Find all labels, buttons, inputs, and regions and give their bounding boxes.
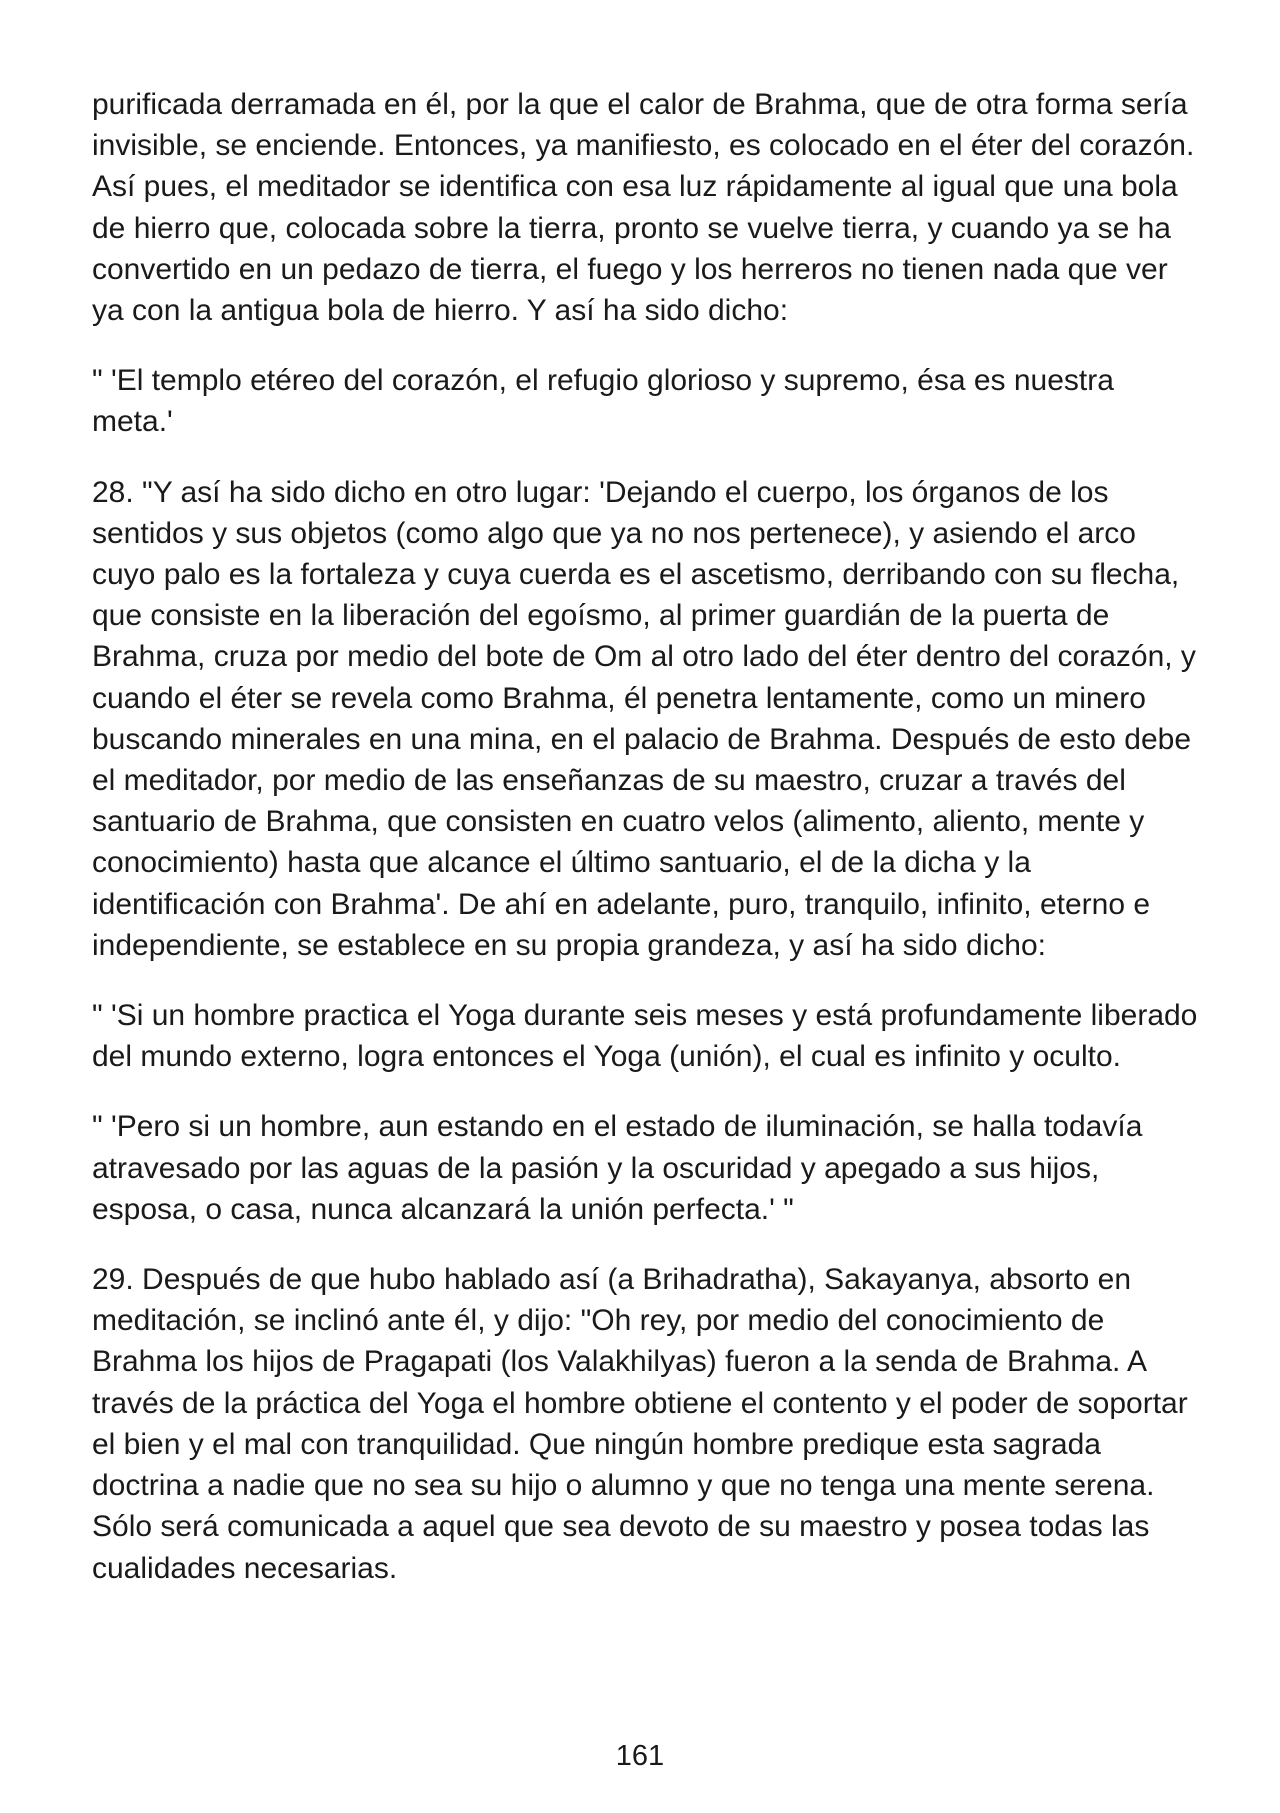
paragraph-4: " 'Si un hombre practica el Yoga durante seis meses y está profundamente liberado del mundo externo, logra entonces el Yoga (unión), el cual es infinito y oculto. — [92, 999, 1198, 1074]
paragraph-3: 28. "Y así ha sido dicho en otro lugar: 'Dejando el cuerpo, los órganos de los sentidos y sus objetos (como algo que ya no nos pertenece), y asiendo el arco cuyo palo es la fortaleza y cuya cuerda es el ascetismo, derribando con su flecha, que consiste en la liberación del egoísmo, al primer guardián de la puerta de Brahma, cruza por medio del bote de Om al otro lado del éter dentro del corazón, y cuando el éter se revela como Brahma, él penetra lentamente, como un minero buscando minerales en una mina, en el palacio de Brahma. Después de esto debe el meditador, por medio de las enseñanzas de su maestro, cruzar a través del santuario de Brahma, que consisten en cuatro velos (alimento, aliento, mente y conocimiento) hasta que alcance el último santuario, el de la dicha y la identificación con Brahma'. De ahí en adelante, puro, tranquilo, infinito, eterno e independiente, se establece en su propia grandeza, y así ha sido dicho: — [92, 475, 1196, 962]
paragraph-5: " 'Pero si un hombre, aun estando en el estado de iluminación, se halla todavía atravesado por las aguas de la pasión y la oscuridad y apegado a sus hijos, esposa, o casa, nunca alcanzará la unión perfecta.' " — [92, 1110, 1143, 1226]
paragraph-1: purificada derramada en él, por la que el calor de Brahma, que de otra forma sería invisible, se enciende. Entonces, ya manifiesto, es colocado en el éter del corazón. Así pues, el meditador se identifica con esa luz rápidamente al igual que una bola de hierro que, colocada sobre la tierra, pronto se vuelve tierra, y cuando ya se ha convertido en un pedazo de tierra, el fuego y los herreros no tienen nada que ver ya con la antigua bola de hierro. Y así ha sido dicho: — [92, 88, 1195, 328]
page-number: 161 — [615, 1740, 665, 1772]
paragraph-2: " 'El templo etéreo del corazón, el refugio glorioso y supremo, ésa es nuestra meta.' — [92, 364, 1114, 439]
text-body — [92, 84, 1200, 1618]
paragraph-6: 29. Después de que hubo hablado así (a Brihadratha), Sakayanya, absorto en meditación, se inclinó ante él, y dijo: "Oh rey, por medio del conocimiento de Brahma los hijos de Pragapati (los Valakhilyas) fueron a la senda de Brahma. A través de la práctica del Yoga el hombre obtiene el contento y el poder de soportar el bien y el mal con tranquilidad. Que ningún hombre predique esta sagrada doctrina a nadie que no sea su hijo o alumno y que no tenga una mente serena. Sólo será comunicada a aquel que sea devoto de su maestro y posea todas las cualidades necesarias. — [92, 1263, 1188, 1585]
